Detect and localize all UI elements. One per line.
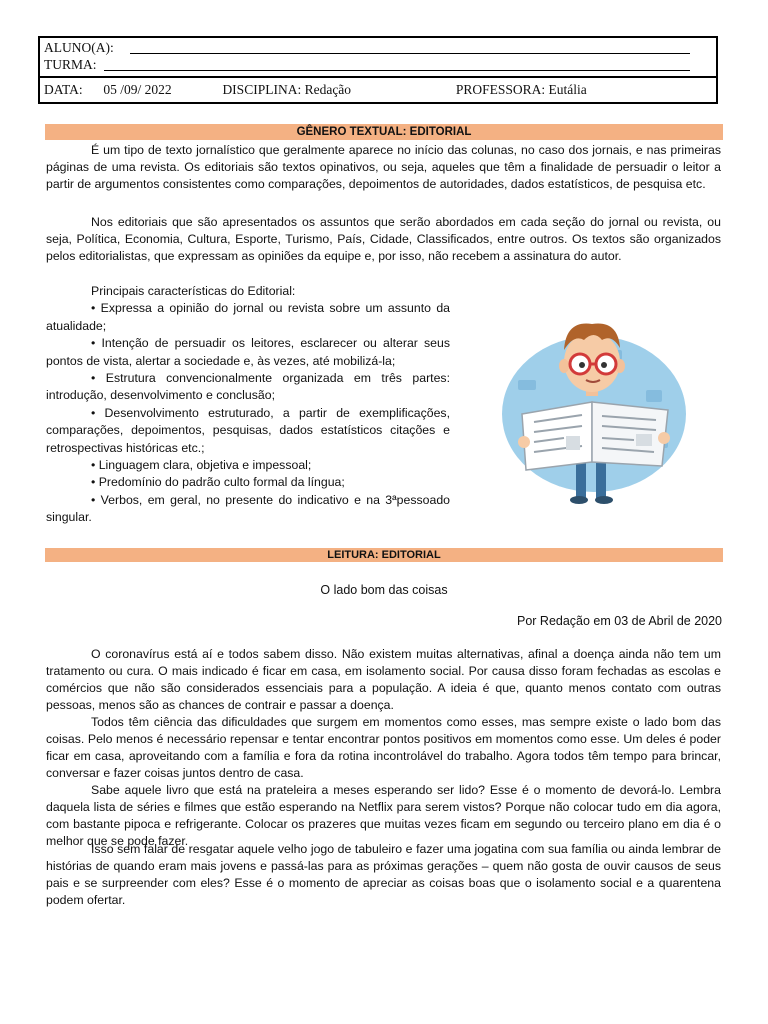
list-item-text: • Desenvolvimento estruturado, a partir de exemplificações, comparações, depoimentos, pesquisas, dados estatísticos citações e retrospectivas históricas etc.;: [46, 405, 450, 455]
list-title-text: Principais características do Editorial:: [91, 284, 296, 298]
genero-paragraph-2-text: Nos editoriais que são apresentados os assuntos que serão abordados em cada seção do jornal ou revista, ou seja, Política, Economia, Cultura, Esporte, Turismo, País, Cidade, Classificados, entre outros. Os textos são organizados pelos editorialistas, que expressam as opiniões da equipe e, por isso, não recebem a assinatura do autor.: [46, 215, 721, 263]
article-paragraph-2-text: Todos têm ciência das dificuldades que surgem em momentos como esses, mas sempre existe o lado bom das coisas. Pelo menos é necessário repensar e tentar encontrar pontos positivos em momentos como esse. Um deles é poder ficar em casa, aproveitando com a família e fora da rotina incontrolável do trabalho. Agora todos têm tempo para brincar, conversar e fazer coisas juntos dentro de casa.: [46, 715, 721, 780]
article-paragraph-1-text: O coronavírus está aí e todos sabem disso. Não existem muitas alternativas, afinal a doença ainda não tem um tratamento ou cura. O mais indicado é ficar em casa, em isolamento social. Por causa disso foram fechadas as escolas e comércios que não são considerados essenciais para a população. A ideia é que, quanto menos contato com outras pessoas, menos são as chances de contrair e passar a doença.: [46, 647, 721, 712]
article-paragraph-1: [46, 646, 721, 714]
list-item-text: • Verbos, em geral, no presente do indicativo e na 3ªpessoado singular.: [46, 492, 450, 525]
list-item-text: • Predomínio do padrão culto formal da língua;: [91, 475, 345, 490]
data-value: 05 /09/ 2022: [103, 82, 172, 97]
genero-paragraph-1: [46, 142, 721, 193]
header-box: [38, 36, 718, 104]
list-item: [46, 457, 450, 474]
professora-label: PROFESSORA:: [455, 82, 546, 97]
professora-value: Eutália: [548, 82, 587, 97]
disciplina-value: Redação: [304, 82, 352, 97]
article-paragraph-4: [46, 841, 721, 909]
list-item-text: • Intenção de persuadir os leitores, esclarecer ou alterar seus pontos de vista, alertar a sociedade e, às vezes, até mobilizá-la;: [46, 336, 450, 368]
turma-row: [44, 57, 712, 73]
header-divider: [40, 76, 716, 78]
article-paragraph-3-text: Sabe aquele livro que está na prateleira a meses esperando ser lido? Esse é o momento de devorá-lo. Lembra daquela lista de séries e filmes que estão esperando na Netflix para serem vistos? Porque não colocar tudo em dia agora, com bastante pipoca e refrigerante. Colocar os prazeres que muitas vezes ficam em segundo ou terceiro plano em dia é o melhor que se pode fazer.: [46, 783, 721, 848]
boy-reading-newspaper-illustration: [494, 310, 694, 510]
aluno-field[interactable]: [130, 53, 690, 54]
list-item: [46, 474, 450, 491]
genero-paragraph-1-text: É um tipo de texto jornalístico que geralmente aparece no início das colunas, no caso dos jornais, e nas primeiras páginas de uma revista. Os editoriais são textos opinativos, ou seja, aqueles que têm a finalidade de persuadir o leitor a partir de argumentos consistentes como comparações, depoimentos de autoridades, dados estatísticos, de pesquisa etc.: [46, 143, 721, 191]
section-title-leitura: LEITURA: EDITORIAL: [45, 548, 723, 562]
list-item-text: • Estrutura convencionalmente organizada em três partes: introdução, desenvolvimento e conclusão;: [46, 371, 450, 403]
article-paragraph-3: [46, 782, 721, 850]
list-item: [46, 300, 450, 335]
turma-field[interactable]: [104, 70, 690, 71]
article-paragraph-2: [46, 714, 721, 782]
section-title-genero: GÊNERO TEXTUAL: EDITORIAL: [45, 124, 723, 140]
list-item: [46, 370, 450, 405]
list-item-text: • Expressa a opinião do jornal ou revista sobre um assunto da atualidade;: [46, 301, 450, 333]
list-item-text: • Linguagem clara, objetiva e impessoal;: [91, 458, 312, 473]
list-title: [46, 283, 450, 300]
list-item: [46, 405, 450, 457]
article-paragraph-4-text: Isso sem falar de resgatar aquele velho jogo de tabuleiro e fazer uma jogatina com sua família ou ainda lembrar de histórias de quando eram mais jovens e passá-las para as próximas gerações – quem não gosta de ouvir causos de seus pais e se surpreender com eles? Esse é o momento de apreciar as coisas boas que o isolamento social e a quarentena podem ofertar.: [46, 842, 721, 907]
list-item: [46, 492, 450, 527]
list-item: [46, 335, 450, 370]
turma-label: TURMA:: [44, 57, 97, 72]
data-label: DATA:: [44, 82, 83, 97]
aluno-label: ALUNO(A):: [44, 40, 114, 55]
aluno-row: [44, 40, 712, 56]
genero-paragraph-2: [46, 214, 721, 265]
article-title: O lado bom das coisas: [320, 583, 448, 597]
article-byline: Por Redação em 03 de Abril de 2020: [517, 614, 722, 628]
characteristics-list: [46, 283, 450, 527]
info-row: [44, 82, 712, 98]
disciplina-label: DISCIPLINA:: [222, 82, 302, 97]
